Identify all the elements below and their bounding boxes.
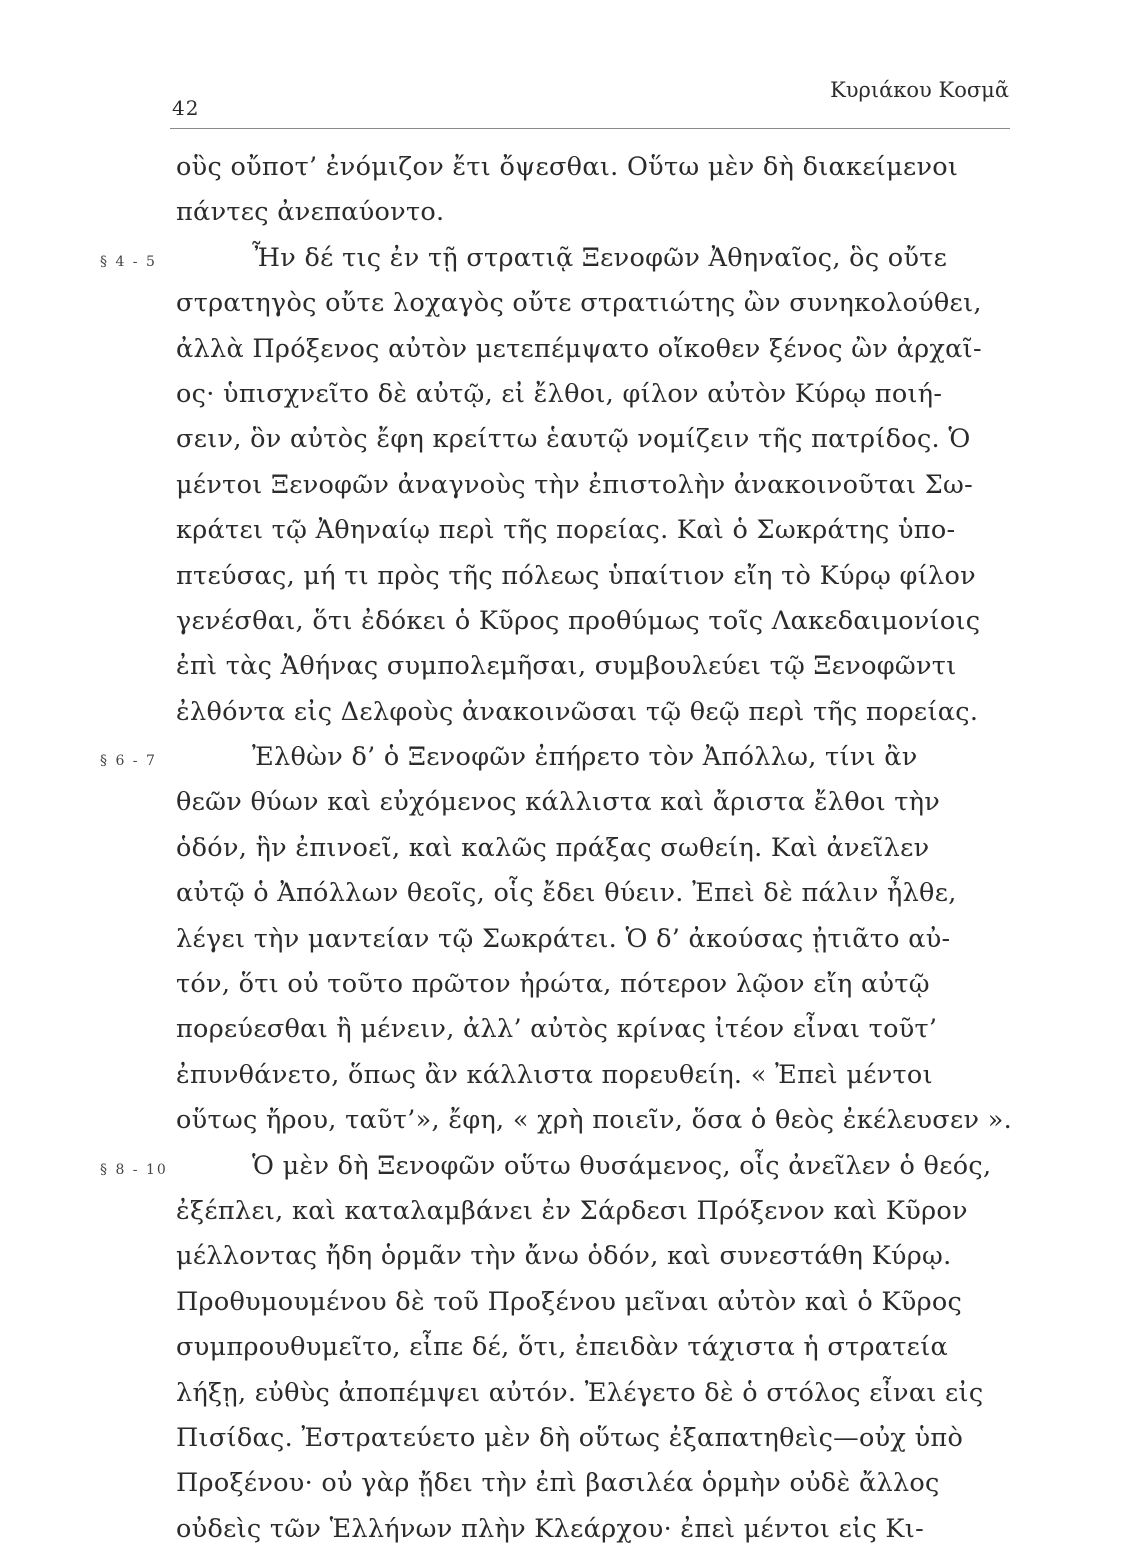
text-line xyxy=(0,1234,1133,1279)
line-text: Προθυμουμένου δὲ τοῦ Προξένου μεῖναι αὐτὸν καὶ ὁ Κῦρος xyxy=(176,1286,963,1317)
line-text: στρατηγὸς οὔτε λοχαγὸς οὔτε στρατιώτης ὢν συνηκολούθει, xyxy=(176,288,982,319)
text-line xyxy=(0,1053,1133,1098)
line-text: ἀλλὰ Πρόξενος αὐτὸν μετεπέμψατο οἴκοθεν ξένος ὢν ἀρχαῖ- xyxy=(176,333,982,364)
line-text: πάντες ἀνεπαύοντο. xyxy=(176,197,445,228)
line-text: ἐπυνθάνετο, ὅπως ἂν κάλλιστα πορευθείη. « Ἐπεὶ μέντοι xyxy=(176,1059,933,1090)
text-line xyxy=(0,1098,1133,1143)
text-line xyxy=(0,1371,1133,1416)
line-text: Ἐλθὼν δ’ ὁ Ξενοφῶν ἐπήρετο τὸν Ἀπόλλω, τίνι ἂν xyxy=(252,742,918,773)
text-line xyxy=(0,780,1133,825)
line-text: θεῶν θύων καὶ εὐχόμενος κάλλιστα καὶ ἄριστα ἔλθοι τὴν xyxy=(176,787,941,818)
text-line xyxy=(0,417,1133,462)
text-line xyxy=(0,644,1133,689)
line-text: Ἦν δέ τις ἐν τῇ στρατιᾷ Ξενοφῶν Ἀθηναῖος, ὃς οὔτε xyxy=(252,242,948,273)
text-line xyxy=(0,327,1133,372)
text-line xyxy=(0,145,1133,190)
line-text: ἐλθόντα εἰς Δελφοὺς ἀνακοινῶσαι τῷ θεῷ περὶ τῆς πορείας. xyxy=(176,696,979,727)
line-text: ἐξέπλει, καὶ καταλαμβάνει ἐν Σάρδεσι Πρόξενον καὶ Κῦρον xyxy=(176,1195,968,1226)
line-text: μέλλοντας ἤδη ὁρμᾶν τὴν ἄνω ὁδόν, καὶ συνεστάθη Κύρῳ. xyxy=(176,1241,952,1272)
line-text: ἐπὶ τὰς Ἀθήνας συμπολεμῆσαι, συμβουλεύει τῷ Ξενοφῶντι xyxy=(176,651,957,682)
text-line xyxy=(0,735,1133,780)
section-marker: § 8 - 10 xyxy=(100,1161,168,1178)
text-line xyxy=(0,917,1133,962)
line-text: οὓς οὔποτ’ ἐνόμιζον ἔτι ὄψεσθαι. Οὕτω μὲν δὴ διακείμενοι xyxy=(176,152,959,182)
page-number: 42 xyxy=(172,96,200,120)
line-text: αὐτῷ ὁ Ἀπόλλων θεοῖς, οἷς ἔδει θύειν. Ἐπεὶ δὲ πάλιν ἦλθε, xyxy=(176,878,957,909)
text-line xyxy=(0,1280,1133,1325)
text-line xyxy=(0,372,1133,417)
text-line xyxy=(0,1507,1133,1552)
text-line xyxy=(0,236,1133,281)
text-line xyxy=(0,1325,1133,1370)
text-line xyxy=(0,962,1133,1007)
line-text: οὕτως ἤρου, ταῦτ’», ἔφη, « χρὴ ποιεῖν, ὅσα ὁ θεὸς ἐκέλευσεν ». xyxy=(176,1105,1013,1136)
line-text: πτεύσας, μή τι πρὸς τῆς πόλεως ὑπαίτιον εἴη τὸ Κύρῳ φίλον xyxy=(176,560,976,591)
text-line xyxy=(0,1144,1133,1189)
line-text: γενέσθαι, ὅτι ἐδόκει ὁ Κῦρος προθύμως τοῖς Λακεδαιμονίοις xyxy=(176,605,981,636)
header-rule xyxy=(170,128,1010,129)
text-line xyxy=(0,554,1133,599)
line-text: Πισίδας. Ἐστρατεύετο μὲν δὴ οὕτως ἐξαπατηθεὶς—οὐχ ὑπὸ xyxy=(176,1422,964,1453)
text-line xyxy=(0,463,1133,508)
section-marker: § 6 - 7 xyxy=(100,753,157,770)
line-text: κράτει τῷ Ἀθηναίῳ περὶ τῆς πορείας. Καὶ ὁ Σωκράτης ὑπο- xyxy=(176,515,956,546)
line-text: λήξῃ, εὐθὺς ἀποπέμψει αὐτόν. Ἐλέγετο δὲ ὁ στόλος εἶναι εἰς xyxy=(176,1377,984,1408)
text-line xyxy=(0,508,1133,553)
line-text: Ὁ μὲν δὴ Ξενοφῶν οὕτω θυσάμενος, οἷς ἀνεῖλεν ὁ θεός, xyxy=(252,1150,992,1181)
text-line xyxy=(0,871,1133,916)
body-text xyxy=(0,145,1133,1552)
line-text: λέγει τὴν μαντείαν τῷ Σωκράτει. Ὁ δ’ ἀκούσας ᾐτιᾶτο αὐ- xyxy=(176,923,951,954)
line-text: σειν, ὃν αὐτὸς ἔφη κρείττω ἑαυτῷ νομίζειν τῆς πατρίδος. Ὁ xyxy=(176,424,971,455)
text-line xyxy=(0,1007,1133,1052)
section-marker: § 4 - 5 xyxy=(100,253,157,270)
text-line xyxy=(0,1416,1133,1461)
line-text: ος· ὑπισχνεῖτο δὲ αὐτῷ, εἰ ἔλθοι, φίλον αὐτὸν Κύρῳ ποιή- xyxy=(176,378,943,409)
line-text: Προξένου· οὐ γὰρ ᾔδει τὴν ἐπὶ βασιλέα ὁρμὴν οὐδὲ ἄλλος xyxy=(176,1468,940,1499)
line-text: οὐδεὶς τῶν Ἑλλήνων πλὴν Κλεάρχου· ἐπεὶ μέντοι εἰς Κι- xyxy=(176,1513,924,1544)
text-line xyxy=(0,1189,1133,1234)
text-line xyxy=(0,826,1133,871)
running-head: Κυριάκου Κοσμᾶ xyxy=(830,78,1009,102)
text-line xyxy=(0,690,1133,735)
text-line xyxy=(0,599,1133,644)
line-text: μέντοι Ξενοφῶν ἀναγνοὺς τὴν ἐπιστολὴν ἀνακοινοῦται Σω- xyxy=(176,469,974,500)
line-text: πορεύεσθαι ἢ μένειν, ἀλλ’ αὐτὸς κρίνας ἰτέον εἶναι τοῦτ’ xyxy=(176,1014,938,1045)
line-text: τόν, ὅτι οὐ τοῦτο πρῶτον ἠρώτα, πότερον λῷον εἴη αὐτῷ xyxy=(176,969,930,1000)
line-text: ὁδόν, ἣν ἐπινοεῖ, καὶ καλῶς πράξας σωθείη. Καὶ ἀνεῖλεν xyxy=(176,832,930,863)
text-line xyxy=(0,281,1133,326)
line-text: συμπρουθυμεῖτο, εἶπε δέ, ὅτι, ἐπειδὰν τάχιστα ἡ στρατεία xyxy=(176,1332,949,1363)
text-line xyxy=(0,190,1133,235)
